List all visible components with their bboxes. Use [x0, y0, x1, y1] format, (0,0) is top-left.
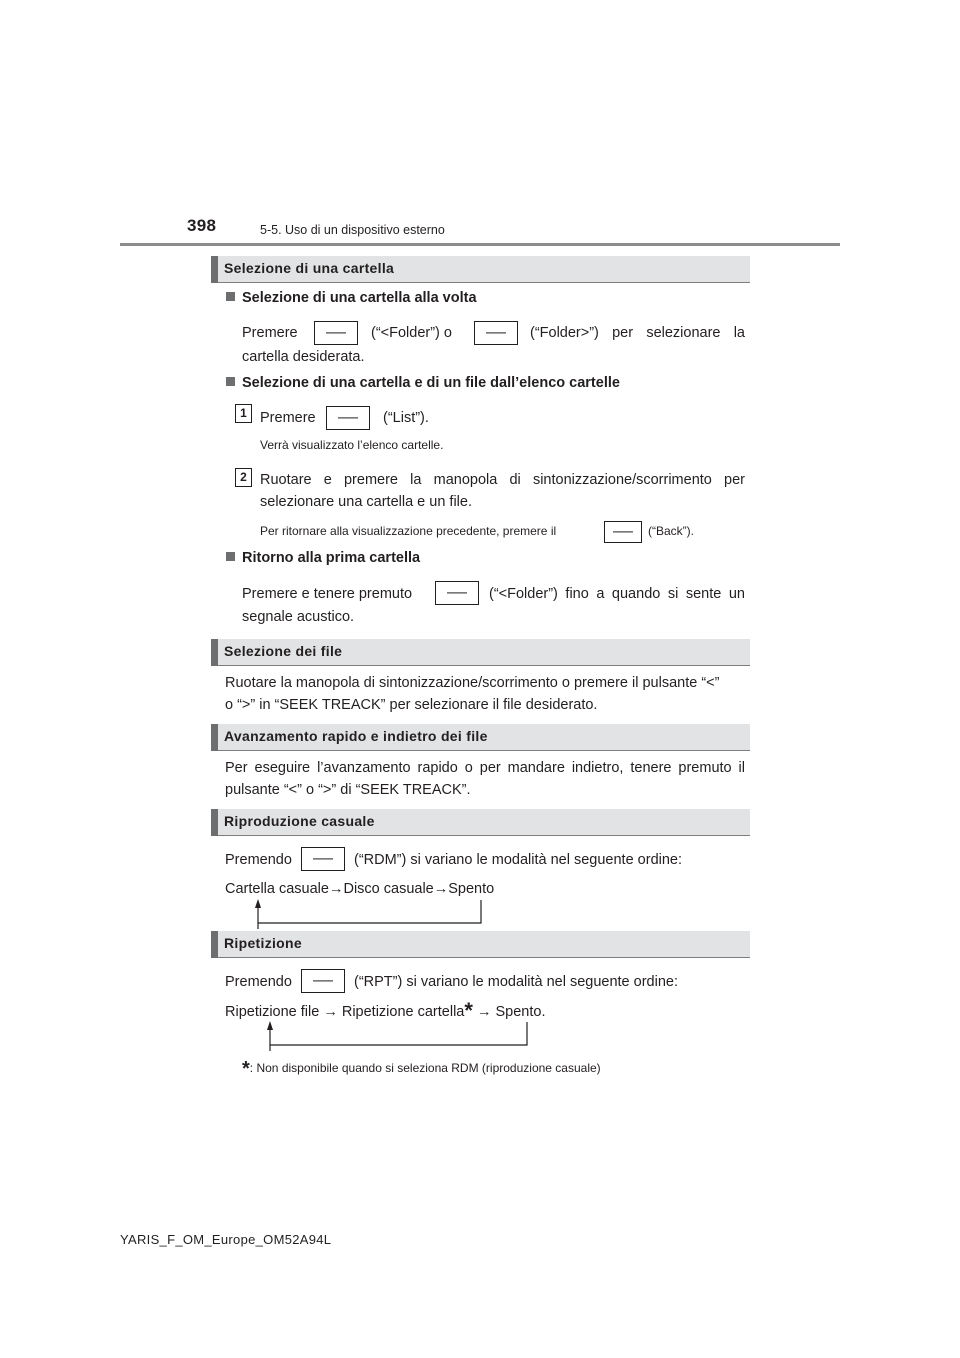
- note-step2-back-label: (“Back”).: [648, 524, 694, 538]
- button-icon-folder-next: [474, 321, 518, 345]
- bullet-square-icon: [226, 552, 235, 561]
- section-title: Ripetizione: [224, 935, 302, 951]
- cycle-arrow-random: [250, 896, 490, 930]
- subsection-title-first-folder: Ritorno alla prima cartella: [226, 550, 420, 566]
- footnote-rdm: *: Non disponibile quando si seleziona RDM (riproduzione casuale): [242, 1058, 601, 1080]
- text-first-folder-a: Premere e tenere premuto: [242, 586, 413, 602]
- text-repeat-order: (“RPT”) si variano le modalità nel seguente ordine:: [354, 974, 678, 990]
- section-header-files: [211, 639, 750, 666]
- text-first-folder-line2: segnale acustico.: [242, 609, 355, 625]
- text-step1-press: Premere: [260, 410, 316, 426]
- section-header-folder: [211, 256, 750, 283]
- note-step1: Verrà visualizzato l’elenco cartelle.: [260, 438, 444, 452]
- section-title: Avanzamento rapido e indietro dei file: [224, 728, 488, 744]
- button-icon-list: [326, 406, 370, 430]
- text-repeat-press: Premendo: [225, 974, 292, 990]
- bullet-square-icon: [226, 292, 235, 301]
- button-icon-rpt: [301, 969, 345, 993]
- text-repeat-cycle: Ripetizione file → Ripetizione cartella* → Spento.: [225, 998, 546, 1023]
- button-icon-rdm: [301, 847, 345, 871]
- text-step2-line2: selezionare una cartella e un file.: [260, 494, 472, 510]
- bullet-square-icon: [226, 377, 235, 386]
- section-title: Selezione di una cartella: [224, 260, 395, 276]
- text-files-line1: Ruotare la manopola di sintonizzazione/scorrimento o premere il pulsante “<”: [225, 675, 720, 691]
- text-folder-prev: (“<Folder”) o: [371, 325, 452, 341]
- section-header-fast-forward: [211, 724, 750, 751]
- breadcrumb: 5-5. Uso di un dispositivo esterno: [260, 223, 445, 237]
- text-files-line2: o “>” in “SEEK TREACK” per selezionare il file desiderato.: [225, 697, 598, 713]
- text-step2-line1: Ruotare e premere la manopola di sintonizzazione/scorrimento per: [260, 472, 745, 488]
- text-folder-next: (“Folder>”) per selezionare la: [530, 325, 745, 341]
- step-number-2: 2: [235, 468, 252, 487]
- note-step2-back: Per ritornare alla visualizzazione precedente, premere il: [260, 524, 557, 538]
- page-number: 398: [187, 216, 217, 235]
- header-divider: [120, 243, 840, 246]
- section-header-random: [211, 809, 750, 836]
- subsection-title-folder-list: Selezione di una cartella e di un file dall’elenco cartelle: [226, 375, 620, 391]
- text-fast-line2: pulsante “<” o “>” di “SEEK TREACK”.: [225, 782, 471, 798]
- step-number-1: 1: [235, 404, 252, 423]
- section-title: Selezione dei file: [224, 643, 343, 659]
- cycle-arrow-repeat: [262, 1018, 537, 1052]
- text-step1-list: (“List”).: [383, 410, 429, 426]
- button-icon-folder-hold: [435, 581, 479, 605]
- button-icon-back: [604, 521, 642, 543]
- text-fast-line1: Per eseguire l’avanzamento rapido o per mandare indietro, tenere premuto il: [225, 760, 745, 776]
- text-random-press: Premendo: [225, 852, 292, 868]
- footnote-marker: *: [464, 998, 473, 1023]
- paragraph-folder-press: Premere: [242, 325, 298, 341]
- text-first-folder-b: (“<Folder”) fino a quando si sente un: [489, 586, 745, 602]
- text-random-cycle: Cartella casuale→Disco casuale→Spento: [225, 881, 495, 897]
- text-random-order: (“RDM”) si variano le modalità nel seguente ordine:: [354, 852, 683, 868]
- subsection-title-folder-one-at-a-time: Selezione di una cartella alla volta: [226, 290, 477, 306]
- text-folder-desired: cartella desiderata.: [242, 349, 365, 365]
- button-icon-folder-prev: [314, 321, 358, 345]
- footer-document-code: YARIS_F_OM_Europe_OM52A94L: [120, 1232, 332, 1247]
- section-header-repeat: [211, 931, 750, 958]
- section-title: Riproduzione casuale: [224, 813, 375, 829]
